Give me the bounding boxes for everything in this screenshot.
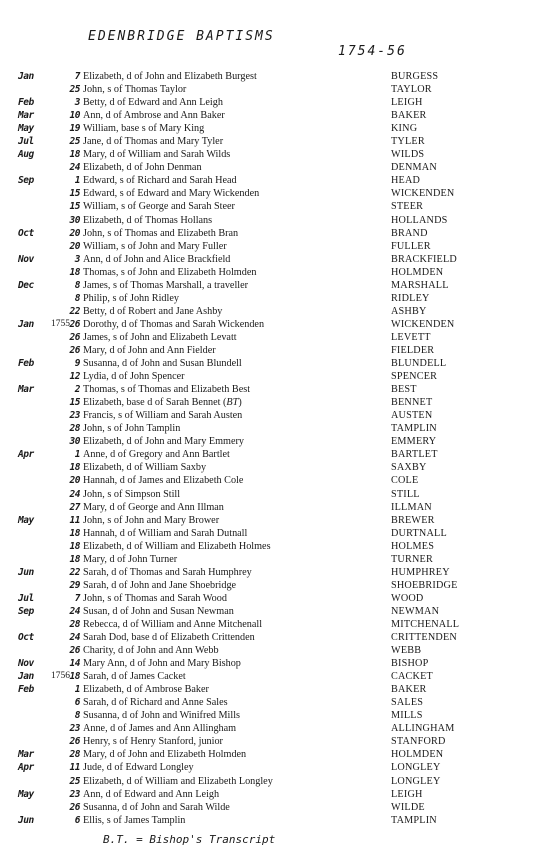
entry-day: 26 xyxy=(69,801,80,813)
entry-text: Rebecca, d of William and Anne Mitchenall xyxy=(83,618,263,630)
entry-day: 30 xyxy=(69,436,80,448)
entry-month: Apr xyxy=(18,762,34,774)
entry-surname: WICKENDEN xyxy=(391,188,455,200)
entry-surname: WICKENDEN xyxy=(391,318,455,330)
entry-month: Dec xyxy=(18,279,34,291)
page-years: 1754-56 xyxy=(338,44,407,59)
entry-month: May xyxy=(18,788,34,800)
entry-day: 26 xyxy=(69,645,80,657)
entry-day: 22 xyxy=(69,305,80,317)
list-item xyxy=(0,83,550,96)
entry-day: 23 xyxy=(69,788,80,800)
entry-text: Ann, d of Ambrose and Ann Baker xyxy=(83,110,225,122)
entry-text: Ann, d of John and Alice Brackfield xyxy=(83,253,231,265)
entry-day: 29 xyxy=(69,579,80,591)
entry-month: Mar xyxy=(18,110,34,122)
entry-text: John, s of John and Mary Brower xyxy=(83,514,220,526)
entry-text: Edward, s of Richard and Sarah Head xyxy=(83,175,237,187)
entry-surname: ILLMAN xyxy=(391,501,432,513)
list-item xyxy=(0,135,550,148)
list-item xyxy=(0,122,550,135)
entry-day: 19 xyxy=(69,123,80,135)
entry-surname: ASHBY xyxy=(391,305,427,317)
list-item xyxy=(0,148,550,161)
list-item xyxy=(0,70,550,83)
entry-text: William, s of George and Sarah Steer xyxy=(83,201,235,213)
list-item xyxy=(0,683,550,696)
entry-surname: SAXBY xyxy=(391,462,427,474)
entry-day: 6 xyxy=(74,697,80,709)
entry-surname: HOLMDEN xyxy=(391,266,444,278)
entry-month: Jun xyxy=(18,814,34,826)
list-item xyxy=(0,200,550,213)
entry-month: Feb xyxy=(18,684,34,696)
entry-day: 20 xyxy=(69,227,80,239)
list-item xyxy=(0,618,550,631)
list-item xyxy=(0,174,550,187)
list-item xyxy=(0,227,550,240)
entry-month: May xyxy=(18,123,34,135)
entry-day: 22 xyxy=(69,566,80,578)
list-item xyxy=(0,396,550,409)
entry-text: Hannah, d of William and Sarah Dutnall xyxy=(83,527,248,539)
entry-text: Elizabeth, base d of Sarah Bennet (BT) xyxy=(83,397,242,409)
entry-surname: WEBB xyxy=(391,645,422,657)
entry-surname: BRACKFIELD xyxy=(391,253,457,265)
entry-surname: EMMERY xyxy=(391,436,437,448)
entry-surname: TYLER xyxy=(391,136,425,148)
entry-day: 11 xyxy=(69,514,80,526)
list-item xyxy=(0,383,550,396)
entry-day: 24 xyxy=(69,162,80,174)
entry-day: 14 xyxy=(69,658,80,670)
entry-surname: WILDS xyxy=(391,149,425,161)
entry-surname: ALLINGHAM xyxy=(391,723,455,735)
entry-day: 9 xyxy=(74,358,80,370)
entry-surname: HUMPHREY xyxy=(391,566,450,578)
entry-day: 18 xyxy=(69,149,80,161)
entry-month: Sep xyxy=(18,605,34,617)
entry-surname: BAKER xyxy=(391,110,427,122)
entry-day: 25 xyxy=(69,775,80,787)
list-item xyxy=(0,305,550,318)
entry-text: William, s of John and Mary Fuller xyxy=(83,240,227,252)
entry-surname: TAYLOR xyxy=(391,84,432,96)
entry-text: Anne, d of James and Ann Allingham xyxy=(83,723,237,735)
entry-month: Mar xyxy=(18,749,34,761)
entry-month: Mar xyxy=(18,384,34,396)
list-item xyxy=(0,566,550,579)
entry-day: 3 xyxy=(74,253,80,265)
entry-text: Susanna, d of John and Winifred Mills xyxy=(83,710,241,722)
entry-surname: CACKET xyxy=(391,671,433,683)
entry-text: Lydia, d of John Spencer xyxy=(83,371,185,383)
list-item xyxy=(0,292,550,305)
entry-surname: WOOD xyxy=(391,592,424,604)
entry-text: Betty, d of Edward and Ann Leigh xyxy=(83,97,223,109)
entry-text: Mary Ann, d of John and Mary Bishop xyxy=(83,658,241,670)
entry-day: 11 xyxy=(69,762,80,774)
list-item xyxy=(0,266,550,279)
entry-text: Elizabeth, d of Thomas Hollans xyxy=(83,214,213,226)
entry-surname: BRAND xyxy=(391,227,428,239)
list-item xyxy=(0,187,550,200)
list-item xyxy=(0,109,550,122)
list-item xyxy=(0,253,550,266)
entry-text: Philip, s of John Ridley xyxy=(83,292,179,304)
entry-surname: BURGESS xyxy=(391,71,439,82)
entry-day: 23 xyxy=(69,410,80,422)
entry-month: Aug xyxy=(18,149,34,161)
entry-surname: MILLS xyxy=(391,710,423,722)
entry-text: Susanna, d of John and Sarah Wilde xyxy=(83,801,230,813)
entry-text: William, base s of Mary King xyxy=(83,123,205,135)
entry-text: Sarah, d of Thomas and Sarah Humphrey xyxy=(83,566,252,578)
list-item xyxy=(0,318,550,331)
entry-text: John, s of Thomas Taylor xyxy=(83,84,187,96)
entry-text: Ellis, s of James Tamplin xyxy=(83,814,186,826)
entry-surname: BLUNDELL xyxy=(391,358,447,370)
entry-text: John, s of Thomas and Elizabeth Bran xyxy=(83,227,239,239)
baptism-list xyxy=(0,70,550,827)
list-item xyxy=(0,331,550,344)
list-item xyxy=(0,279,550,292)
list-item xyxy=(0,370,550,383)
entry-surname: LONGLEY xyxy=(391,775,441,787)
entry-month: Oct xyxy=(18,227,34,239)
list-item xyxy=(0,709,550,722)
entry-text: Elizabeth, d of William Saxby xyxy=(83,462,207,474)
list-item xyxy=(0,409,550,422)
entry-text: John, s of Thomas and Sarah Wood xyxy=(83,592,227,604)
entry-day: 28 xyxy=(69,423,80,435)
entry-surname: LEVETT xyxy=(391,331,431,343)
entry-text: Sarah, d of John and Jane Shoebridge xyxy=(83,579,237,591)
entry-text: Mary, d of William and Sarah Wilds xyxy=(83,149,231,161)
list-item xyxy=(0,501,550,514)
list-item xyxy=(0,474,550,487)
entry-text: Jude, d of Edward Longley xyxy=(83,762,194,774)
list-item xyxy=(0,592,550,605)
entry-surname: NEWMAN xyxy=(391,605,440,617)
entry-surname: DURTNALL xyxy=(391,527,447,539)
entry-surname: BISHOP xyxy=(391,658,429,670)
entry-text: John, s of Simpson Still xyxy=(83,488,181,500)
entry-month: Nov xyxy=(18,658,34,670)
entry-month: Feb xyxy=(18,97,34,109)
entry-day: 8 xyxy=(74,710,80,722)
entry-surname: KING xyxy=(391,123,418,135)
entry-text: Charity, d of John and Ann Webb xyxy=(83,645,219,657)
entry-text: Sarah, d of James Cacket xyxy=(83,671,186,683)
entry-surname: HEAD xyxy=(391,175,421,187)
entry-day: 20 xyxy=(69,475,80,487)
list-item xyxy=(0,761,550,774)
entry-month: Jan xyxy=(18,71,34,82)
page-header xyxy=(0,14,550,74)
entry-day: 26 xyxy=(69,736,80,748)
entry-month: Feb xyxy=(18,358,34,370)
entry-day: 26 xyxy=(69,344,80,356)
entry-day: 1 xyxy=(74,684,80,696)
entry-surname: MITCHENALL xyxy=(391,618,460,630)
list-item xyxy=(0,748,550,761)
entry-surname: HOLMDEN xyxy=(391,749,444,761)
list-item xyxy=(0,448,550,461)
list-item xyxy=(0,461,550,474)
entry-text: Mary, d of John and Elizabeth Holmden xyxy=(83,749,247,761)
list-item xyxy=(0,696,550,709)
entry-surname: MARSHALL xyxy=(391,279,449,291)
entry-text: Susanna, d of John and Susan Blundell xyxy=(83,358,242,370)
entry-surname: STEER xyxy=(391,201,424,213)
list-item xyxy=(0,527,550,540)
entry-day: 24 xyxy=(69,488,80,500)
entry-day: 2 xyxy=(74,384,80,396)
list-item xyxy=(0,670,550,683)
entry-text: Thomas, s of Thomas and Elizabeth Best xyxy=(83,384,251,396)
entry-surname: HOLLANDS xyxy=(391,214,448,226)
entry-surname: COLE xyxy=(391,475,419,487)
entry-text: Henry, s of Henry Stanford, junior xyxy=(83,736,223,748)
entry-surname: TAMPLIN xyxy=(391,814,437,826)
list-item xyxy=(0,814,550,827)
entry-day: 3 xyxy=(74,97,80,109)
entry-day: 12 xyxy=(69,371,80,383)
entry-text: Edward, s of Edward and Mary Wickenden xyxy=(83,188,260,200)
list-item xyxy=(0,579,550,592)
entry-day: 18 xyxy=(69,671,80,683)
entry-day: 15 xyxy=(69,201,80,213)
entry-day: 18 xyxy=(69,266,80,278)
entry-surname: TAMPLIN xyxy=(391,423,437,435)
entry-month: Nov xyxy=(18,253,34,265)
entry-text: Jane, d of Thomas and Mary Tyler xyxy=(83,136,224,148)
entry-text: Anne, d of Gregory and Ann Bartlet xyxy=(83,449,230,461)
list-item xyxy=(0,240,550,253)
entry-surname: SHOEBRIDGE xyxy=(391,579,458,591)
list-item xyxy=(0,722,550,735)
entry-surname: AUSTEN xyxy=(391,410,433,422)
entry-day: 8 xyxy=(74,292,80,304)
entry-day: 18 xyxy=(69,553,80,565)
entry-text: Ann, d of Edward and Ann Leigh xyxy=(83,788,220,800)
entry-surname: HOLMES xyxy=(391,540,435,552)
entry-surname: FULLER xyxy=(391,240,431,252)
entry-day: 10 xyxy=(69,110,80,122)
entry-day: 27 xyxy=(69,501,80,513)
entry-text: Elizabeth, d of Ambrose Baker xyxy=(83,684,209,696)
entry-day: 7 xyxy=(74,592,80,604)
list-item xyxy=(0,605,550,618)
entry-month: Jan xyxy=(18,318,34,330)
entry-surname: STANFORD xyxy=(391,736,446,748)
list-item xyxy=(0,631,550,644)
entry-day: 15 xyxy=(69,188,80,200)
list-item xyxy=(0,357,550,370)
footnote: B.T. = Bishop's Transcript xyxy=(103,833,276,846)
entry-day: 23 xyxy=(69,723,80,735)
entry-surname: SPENCER xyxy=(391,371,438,383)
list-item xyxy=(0,540,550,553)
entry-month: Apr xyxy=(18,449,34,461)
entry-surname: DENMAN xyxy=(391,162,437,174)
list-item xyxy=(0,657,550,670)
entry-day: 7 xyxy=(74,71,80,82)
entry-surname: LEIGH xyxy=(391,97,423,109)
list-item xyxy=(0,553,550,566)
entry-text: James, s of Thomas Marshall, a traveller xyxy=(83,279,249,291)
list-item xyxy=(0,344,550,357)
page-title: EDENBRIDGE BAPTISMS xyxy=(88,29,275,44)
list-item xyxy=(0,644,550,657)
entry-text: Hannah, d of James and Elizabeth Cole xyxy=(83,475,244,487)
entry-day: 15 xyxy=(69,397,80,409)
entry-surname: SALES xyxy=(391,697,424,709)
list-item xyxy=(0,161,550,174)
list-item xyxy=(0,735,550,748)
entry-day: 18 xyxy=(69,462,80,474)
entry-text: Susan, d of John and Susan Newman xyxy=(83,605,234,617)
entry-text: Betty, d of Robert and Jane Ashby xyxy=(83,305,223,317)
list-item xyxy=(0,801,550,814)
entry-text: Elizabeth, d of John Denman xyxy=(83,162,202,174)
entry-surname: FIELDER xyxy=(391,344,435,356)
entry-text: Sarah, d of Richard and Anne Sales xyxy=(83,697,228,709)
entry-month: Jan xyxy=(18,671,34,683)
entry-day: 28 xyxy=(69,749,80,761)
entry-surname: RIDLEY xyxy=(391,292,430,304)
entry-surname: TURNER xyxy=(391,553,433,565)
entry-text: Elizabeth, d of William and Elizabeth Longley xyxy=(83,775,273,787)
entry-text: Elizabeth, d of William and Elizabeth Holmes xyxy=(83,540,271,552)
entry-month: Sep xyxy=(18,175,34,187)
entry-text: Dorothy, d of Thomas and Sarah Wickenden xyxy=(83,318,265,330)
entry-day: 1 xyxy=(74,175,80,187)
list-item xyxy=(0,488,550,501)
list-item xyxy=(0,422,550,435)
entry-month: Oct xyxy=(18,632,34,644)
entry-surname: WILDE xyxy=(391,801,425,813)
entry-surname: BENNET xyxy=(391,397,433,409)
entry-text: James, s of John and Elizabeth Levatt xyxy=(83,331,237,343)
entry-surname: BAKER xyxy=(391,684,427,696)
list-item xyxy=(0,214,550,227)
entry-month: Jul xyxy=(18,592,34,604)
entry-surname: BARTLET xyxy=(391,449,438,461)
entry-surname: LONGLEY xyxy=(391,762,441,774)
entry-text: Mary, d of John Turner xyxy=(83,553,178,565)
entry-day: 24 xyxy=(69,605,80,617)
entry-text: Elizabeth, d of John and Elizabeth Burgest xyxy=(83,71,257,82)
entry-text: Mary, d of John and Ann Fielder xyxy=(83,344,216,356)
entry-day: 18 xyxy=(69,540,80,552)
entry-surname: BEST xyxy=(391,384,417,396)
entry-day: 30 xyxy=(69,214,80,226)
entry-day: 25 xyxy=(69,84,80,96)
list-item xyxy=(0,435,550,448)
entry-day: 25 xyxy=(69,136,80,148)
entry-day: 24 xyxy=(69,632,80,644)
entry-text: Sarah Dod, base d of Elizabeth Crittenden xyxy=(83,632,255,644)
entry-text: John, s of John Tamplin xyxy=(83,423,181,435)
entry-text: Elizabeth, d of John and Mary Emmery xyxy=(83,436,244,448)
entry-month: Jun xyxy=(18,566,34,578)
entry-day: 1 xyxy=(74,449,80,461)
entry-surname: STILL xyxy=(391,488,420,500)
entry-text: Thomas, s of John and Elizabeth Holmden xyxy=(83,266,257,278)
entry-text: Francis, s of William and Sarah Austen xyxy=(83,410,243,422)
entry-day: 20 xyxy=(69,240,80,252)
entry-surname: CRITTENDEN xyxy=(391,632,457,644)
entry-day: 18 xyxy=(69,527,80,539)
list-item xyxy=(0,96,550,109)
entry-day: 26 xyxy=(69,318,80,330)
list-item xyxy=(0,788,550,801)
entry-surname: BREWER xyxy=(391,514,435,526)
entry-day: 26 xyxy=(69,331,80,343)
list-item xyxy=(0,775,550,788)
entry-year: 1756 xyxy=(51,671,70,682)
entry-month: May xyxy=(18,514,34,526)
entry-day: 28 xyxy=(69,618,80,630)
entry-day: 6 xyxy=(74,814,80,826)
list-item xyxy=(0,514,550,527)
entry-day: 8 xyxy=(74,279,80,291)
entry-month: Jul xyxy=(18,136,34,148)
entry-year: 1755 xyxy=(51,318,70,329)
entry-surname: LEIGH xyxy=(391,788,423,800)
entry-text: Mary, d of George and Ann Illman xyxy=(83,501,224,513)
